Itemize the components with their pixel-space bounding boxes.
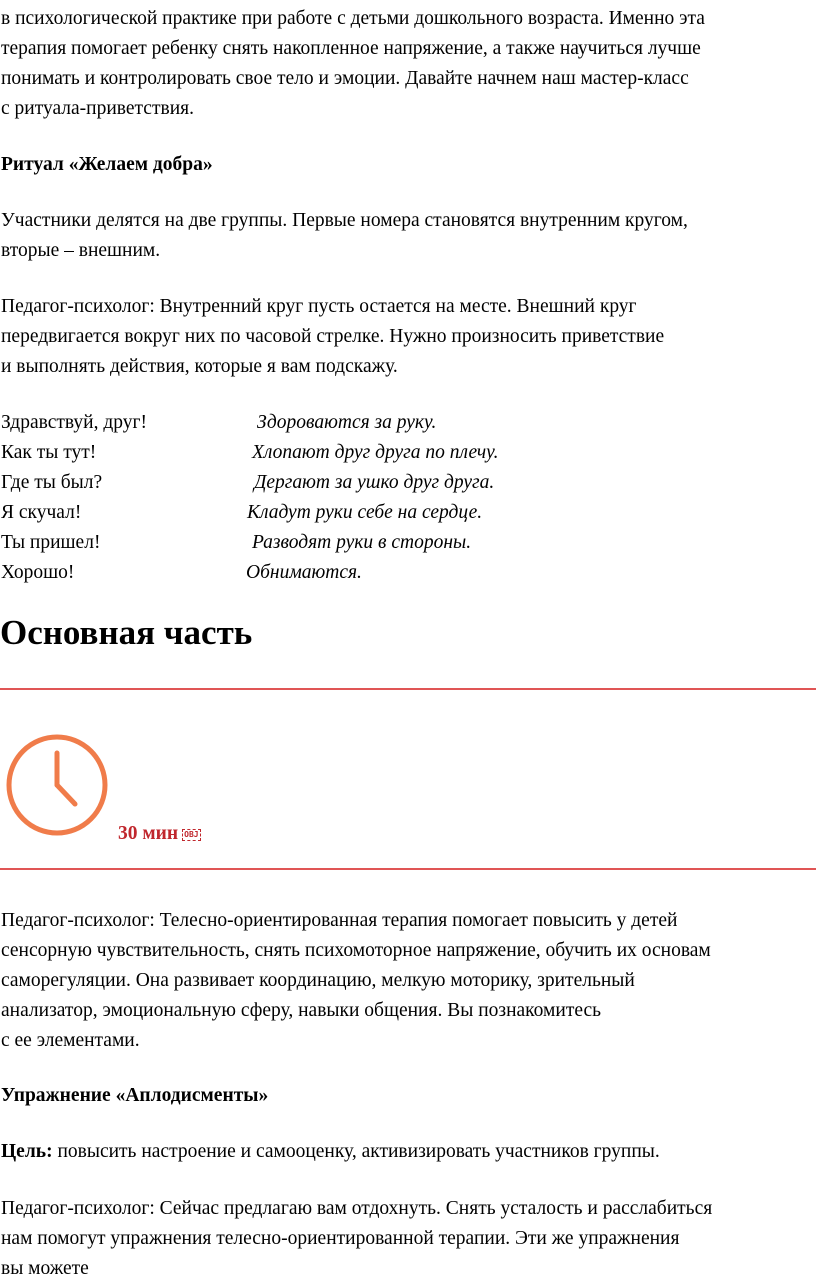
text-line: с ее элементами. [1,1030,140,1051]
text-line: Педагог-психолог: Сейчас предлагаю вам отдохнуть. Снять усталость и расслабиться [1,1198,713,1219]
exercise-title [1,1081,268,1111]
intro-paragraph [1,4,705,124]
dialog-row [1,408,437,438]
dialog-phrase: Ты пришел! [1,532,101,553]
goal-line [1,1137,660,1167]
text-line: Участники делятся на две группы. Первые номера становятся внутренним кругом, [1,210,688,231]
divider-top [0,688,816,690]
text-line: саморегуляции. Она развивает координацию, мелкую моторику, зрительный [1,970,635,991]
dialog-phrase: Как ты тут! [1,442,97,463]
dialog-row [1,528,472,558]
exercise-instruction-paragraph [1,1194,712,1284]
text-line: и выполнять действия, которые я вам подскажу. [1,356,398,377]
text-line: с ритуала-приветствия. [1,98,194,119]
exercise-goal [1,1137,660,1167]
text-line: сенсорную чувствительность, снять психомоторное напряжение, обучить их основам [1,940,711,961]
section-heading: Основная часть [0,613,253,652]
text-line: Педагог-психолог: Внутренний круг пусть остается на месте. Внешний круг [1,296,637,317]
dialog-action: Дергают за ушко друг друга. [254,472,495,493]
dialog-action: Здороваются за руку. [257,412,437,433]
dialog-row [1,438,499,468]
dialog-phrase: Здравствуй, друг! [1,412,148,433]
text-line: передвигается вокруг них по часовой стрелке. Нужно произносить приветствие [1,326,665,347]
text-line: понимать и контролировать свое тело и эмоции. Давайте начнем наш мастер-класс [1,68,689,89]
object-placeholder-mark: OBJ [184,830,199,839]
dialog-action: Разводят руки в стороны. [252,532,472,553]
text-line: вы можете [1,1258,89,1279]
duration-label [118,820,201,848]
dialog-phrase: Я скучал! [1,502,82,523]
dialog-phrase: Хорошо! [1,562,75,583]
dialog-row [1,558,362,588]
ritual-title [1,150,213,180]
dialog-action: Хлопают друг друга по плечу. [252,442,499,463]
text-line: в психологической практике при работе с детьми дошкольного возраста. Именно эта [1,8,705,29]
ritual-instruction-paragraph [1,292,664,382]
text-line: нам помогут упражнения телесно-ориентированной терапии. Эти же упражнения [1,1228,680,1249]
dialog-action: Обнимаются. [246,562,362,583]
divider-bottom [0,868,816,870]
duration-text: 30 мин [118,823,179,844]
main-intro-paragraph [1,906,711,1056]
text-line: анализатор, эмоциональную сферу, навыки общения. Вы познакомитесь [1,1000,602,1021]
text-line: Педагог-психолог: Телесно-ориентированная терапия помогает повысить у детей [1,910,678,931]
dialog-row [1,468,495,498]
dialog-row [1,498,483,528]
ritual-title-text: Ритуал «Желаем добра» [1,154,213,175]
dialog-phrase: Где ты был? [1,472,103,493]
clock-icon [5,733,109,837]
goal-text: повысить настроение и самооценку, активизировать участников группы. [52,1141,660,1162]
text-line: вторые – внешним. [1,240,161,261]
ritual-groups-paragraph [1,206,688,266]
text-line: терапия помогает ребенку снять накопленное напряжение, а также научиться лучше [1,38,701,59]
dialog-action: Кладут руки себе на сердце. [247,502,483,523]
goal-label: Цель: [1,1141,53,1162]
exercise-title-text: Упражнение «Аплодисменты» [1,1085,269,1106]
